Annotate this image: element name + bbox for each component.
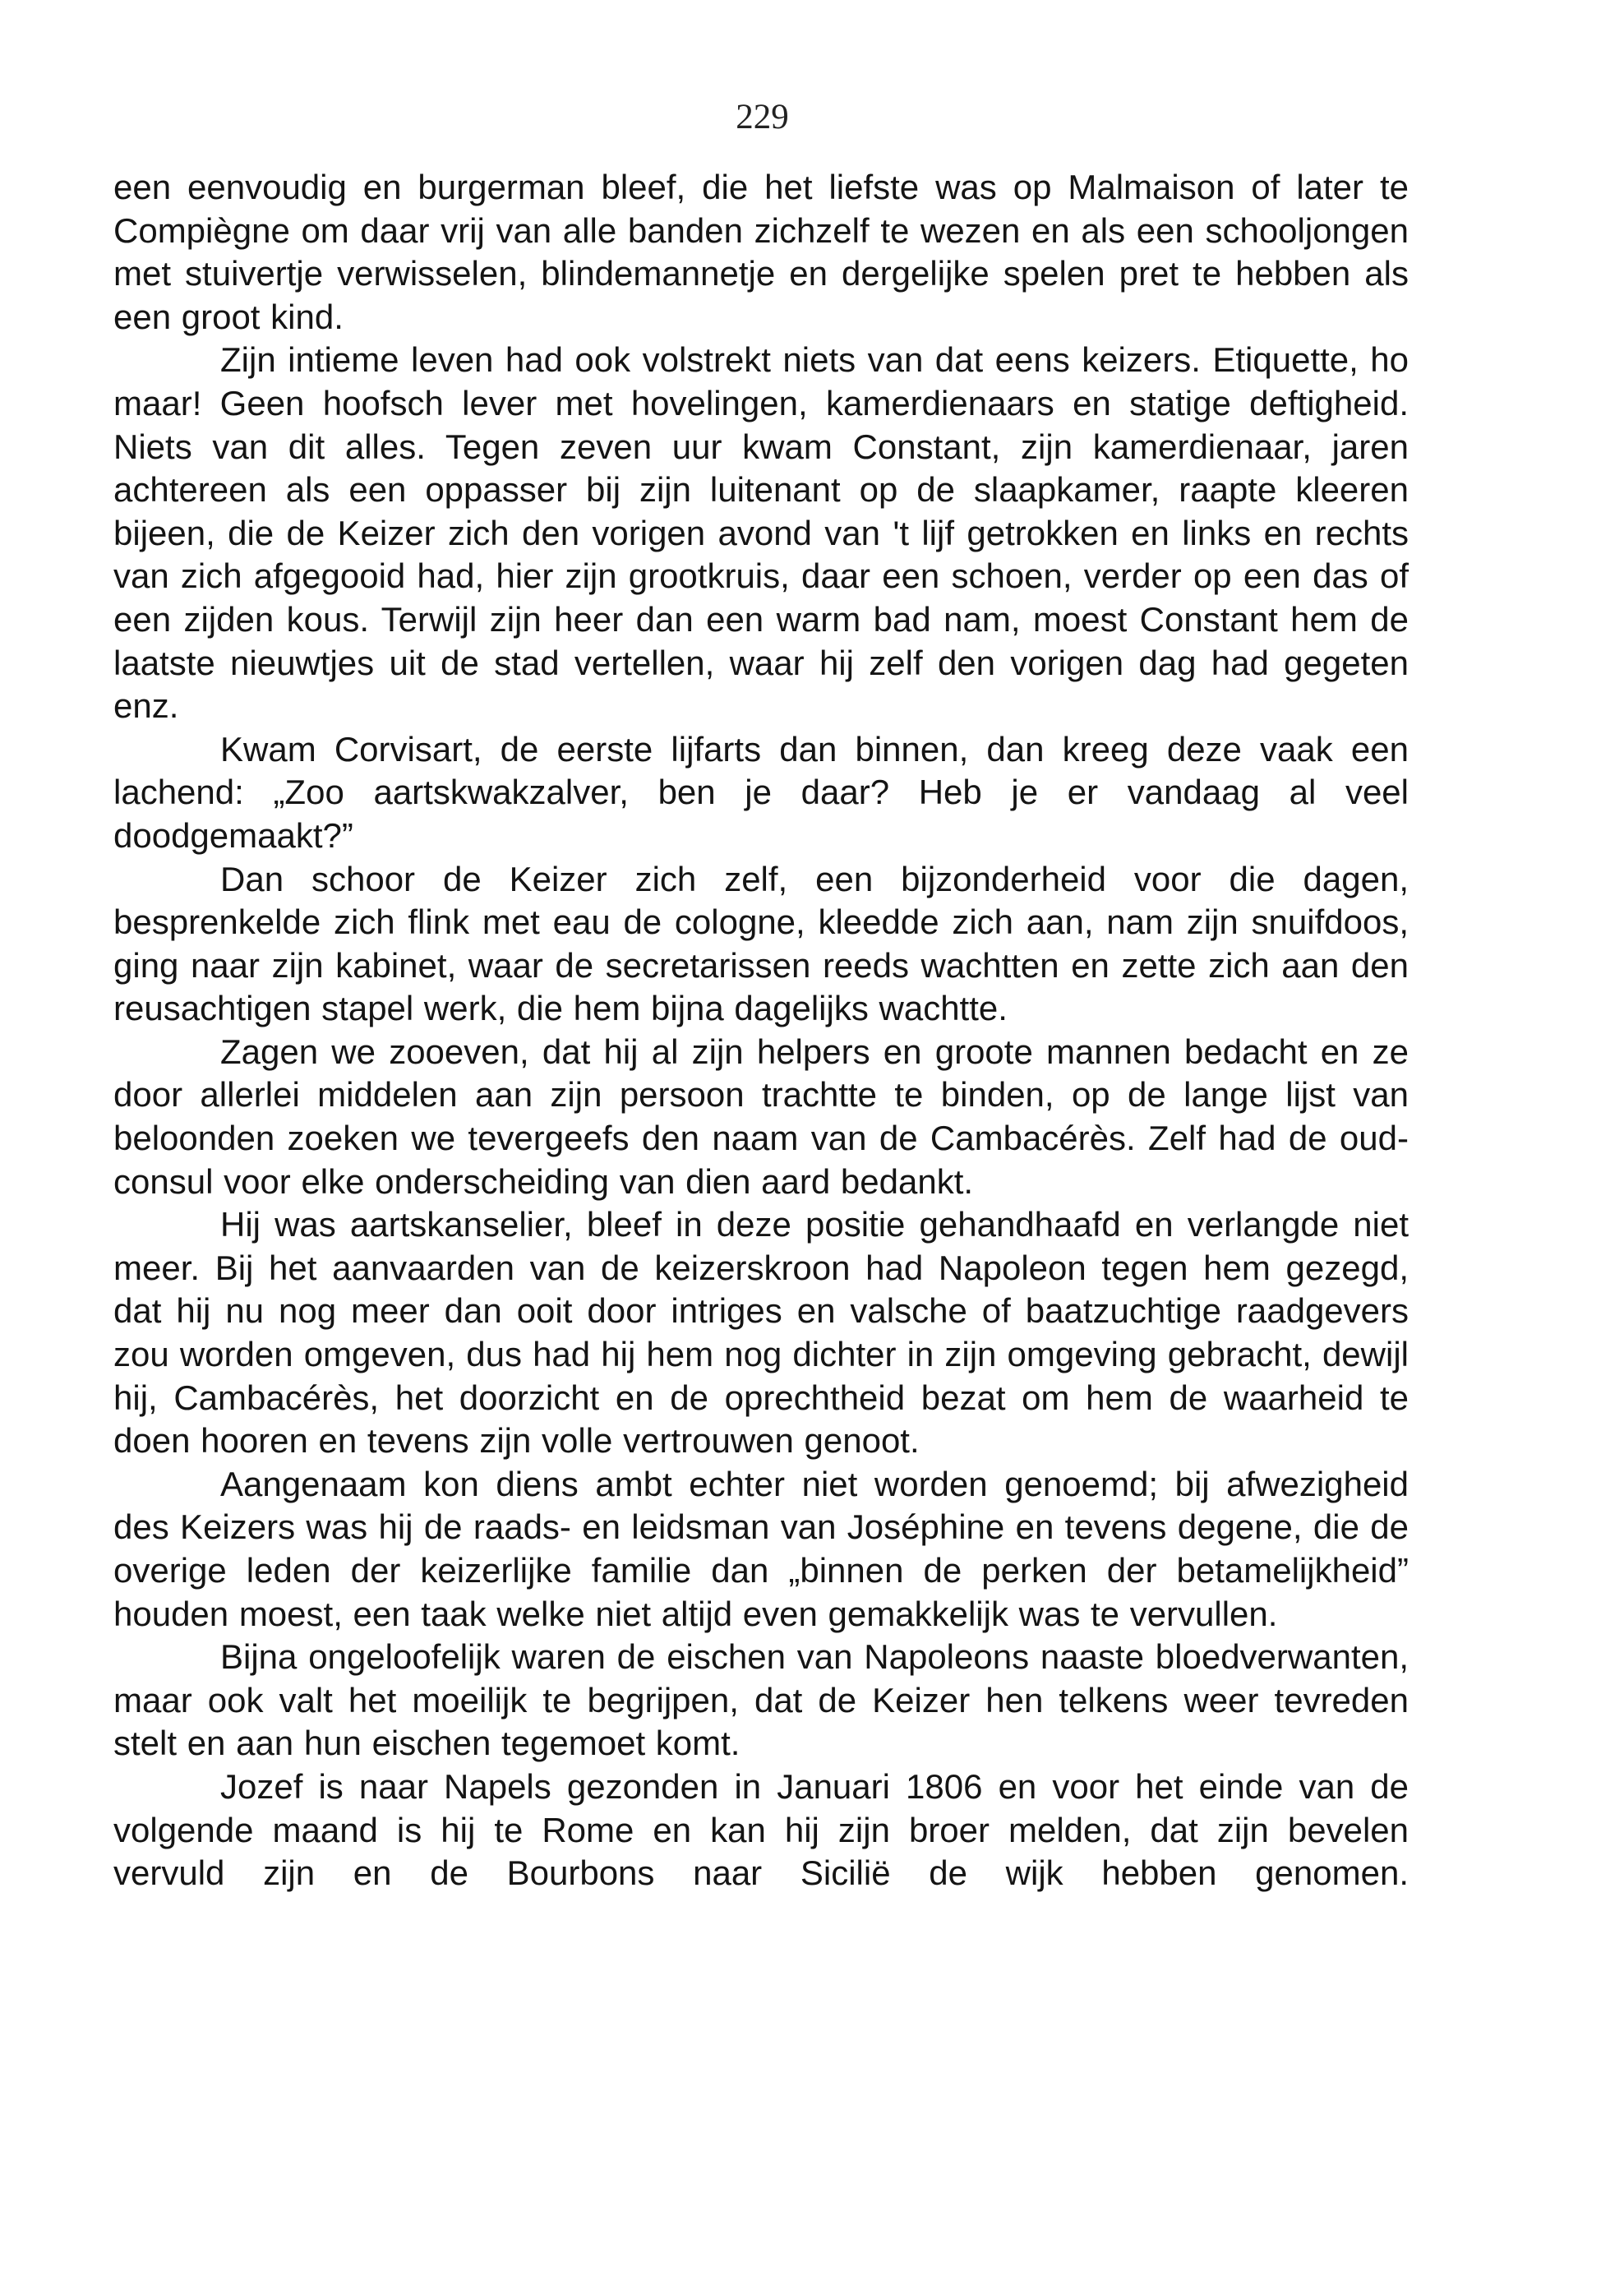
paragraph-cambaceres-honours: Zagen we zooeven, dat hij al zijn helpers en groote mannen bedacht en ze door allerlei middelen aan zijn persoon trachtte te binden, op de lange lijst van beloonden zoeken we tevergeefs den naam van de Cambacérès. Zelf had de oud-consul voor elke onderscheiding van dien aard bedankt.	[113, 1032, 1409, 1201]
body-text	[113, 166, 1409, 1895]
paragraph-joseph-naples: Jozef is naar Napels gezonden in Januari 1806 en voor het einde van de volgende maand is hij te Rome en kan hij zijn broer melden, dat zijn bevelen vervuld zijn en de Bourbons naar Sicilië de wijk hebben genomen.	[113, 1766, 1409, 1893]
paragraph-intimate-life: Zijn intieme leven had ook volstrekt niets van dat eens keizers. Etiquette, ho maar! Geen hoofsch lever met hovelingen, kamerdienaars en statige deftigheid. Niets van dit alles. Tegen zeven uur kwam Constant, zijn kamerdienaar, jaren achtereen als een oppasser bij zijn luitenant op de slaapkamer, raapte kleeren bijeen, die de Keizer zich den vorigen avond van 't lijf getrokken en links en rechts van zich afgegooid had, hier zijn grootkruis, daar een schoen, verder op een das of een zijden kous. Terwijl zijn heer dan een warm bad nam, moest Constant hem de laatste nieuwtjes uit de stad vertellen, waar hij zelf den vorigen dag had gegeten enz.	[113, 340, 1409, 726]
paragraph-continuation: een eenvoudig en burgerman bleef, die het liefste was op Malmaison of later te Compiègne om daar vrij van alle banden zichzelf te wezen en als een schooljongen met stuivertje verwisselen, blindemannetje en dergelijke spelen pret te hebben als een groot kind.	[113, 168, 1409, 336]
paragraph-family-demands: Bijna ongeloofelijk waren de eischen van Napoleons naaste bloedverwanten, maar ook valt het moeilijk te begrijpen, dat de Keizer hen telkens weer tevreden stelt en aan hun eischen tegemoet komt.	[113, 1637, 1409, 1763]
paragraph-office-duties: Aangenaam kon diens ambt echter niet worden genoemd; bij afwezigheid des Keizers was hij de raads- en leidsman van Joséphine en tevens degene, die de overige leden der keizerlijke familie dan „binnen de perken der betamelijkheid” houden moest, een taak welke niet altijd even gemakkelijk was te vervullen.	[113, 1464, 1409, 1633]
paragraph-archchancellor: Hij was aartskanselier, bleef in deze positie gehandhaafd en verlangde niet meer. Bij het aanvaarden van de keizerskroon had Napoleon tegen hem gezegd, dat hij nu nog meer dan ooit door intriges en valsche of baatzuchtige raadgevers zou worden omgeven, dus had hij hem nog dichter in zijn omgeving gebracht, dewijl hij, Cambacérès, het doorzicht en de oprechtheid bezat om hem de waarheid te doen hooren en tevens zijn volle vertrouwen genoot.	[113, 1205, 1409, 1461]
page-number: 229	[736, 98, 789, 136]
paragraph-morning-routine: Dan schoor de Keizer zich zelf, een bijzonderheid voor die dagen, besprenkelde zich flink met eau de cologne, kleedde zich aan, nam zijn snuifdoos, ging naar zijn kabinet, waar de secretarissen reeds wachtten en zette zich aan den reusachtigen stapel werk, die hem bijna dagelijks wachtte.	[113, 859, 1409, 1028]
paragraph-corvisart: Kwam Corvisart, de eerste lijfarts dan binnen, dan kreeg deze vaak een lachend: „Zoo aartskwakzalver, ben je daar? Heb je er vandaag al veel doodgemaakt?”	[113, 729, 1409, 855]
